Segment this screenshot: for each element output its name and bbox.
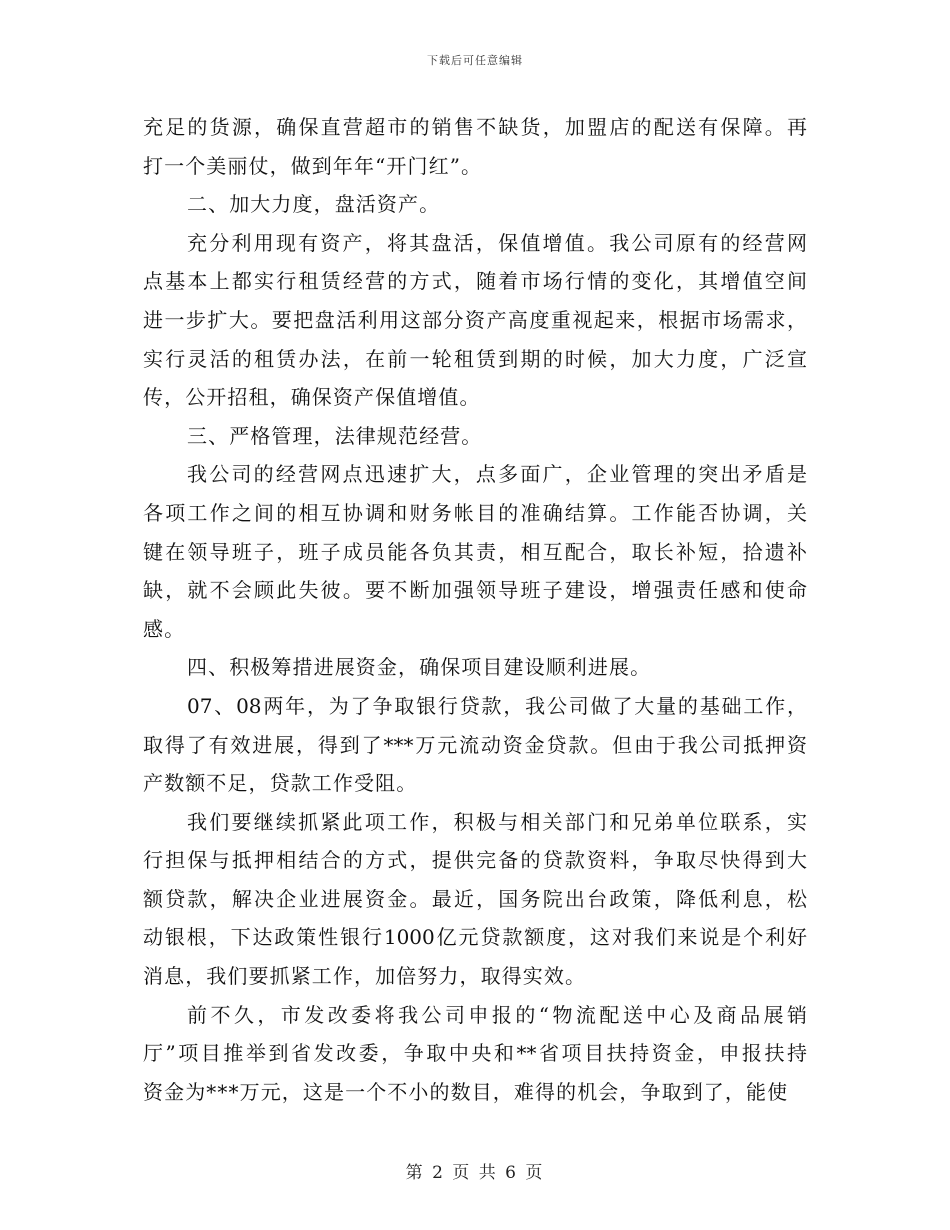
- paragraph: [143, 108, 807, 185]
- text-line: 实行灵活的租赁办法，在前一轮租赁到期的时候，加大力度，广泛宣: [143, 346, 807, 371]
- text-line: 进一步扩大。要把盘活利用这部分资产高度重视起来，根据市场需求，: [143, 307, 807, 332]
- text-line: 动银根，下达政策性银行1000亿元贷款额度，这对我们来说是个利好: [143, 925, 807, 950]
- text-line: 我们要继续抓紧此项工作，积极与相关部门和兄弟单位联系，实: [187, 809, 807, 834]
- text-line: 四、积极筹措进展资金，确保项目建设顺利进展。: [187, 655, 652, 680]
- text-line: 取得了有效进展，得到了***万元流动资金贷款。但由于我公司抵押资: [143, 732, 807, 757]
- text-line: 充分利用现有资产，将其盘活，保值增值。我公司原有的经营网: [187, 230, 807, 255]
- text-line: 二、加大力度，盘活资产。: [187, 192, 441, 217]
- text-line: 点基本上都实行租赁经营的方式，随着市场行情的变化，其增值空间: [143, 269, 807, 294]
- paragraph: [143, 224, 807, 417]
- text-line: 感。: [143, 616, 186, 641]
- text-line: 传，公开招租，确保资产保值增值。: [143, 385, 481, 410]
- paragraph: [143, 417, 807, 456]
- text-line: 产数额不足，贷款工作受阻。: [143, 771, 418, 796]
- text-line: 我公司的经营网点迅速扩大，点多面广，企业管理的突出矛盾是: [187, 462, 807, 487]
- text-line: 打一个美丽仗，做到年年“开门红”。: [143, 153, 483, 178]
- text-line: 键在领导班子，班子成员能各负其责，相互配合，取长补短，拾遗补: [143, 539, 807, 564]
- paragraph: [143, 185, 807, 224]
- document-body: [143, 108, 807, 1111]
- text-line: 行担保与抵押相结合的方式，提供完备的贷款资料，争取尽快得到大: [143, 848, 807, 873]
- text-line: 消息，我们要抓紧工作，加倍努力，取得实效。: [143, 964, 587, 989]
- text-line: 07、08两年，为了争取银行贷款，我公司做了大量的基础工作，: [187, 693, 807, 718]
- paragraph: [143, 803, 807, 996]
- text-line: 缺，就不会顾此失彼。要不断加强领导班子建设，增强责任感和使命: [143, 578, 807, 603]
- paragraph: [143, 455, 807, 648]
- text-line: 厅”项目推举到省发改委，争取中央和**省项目扶持资金，申报扶持: [143, 1041, 807, 1066]
- paragraph: [143, 648, 807, 687]
- page-number: 第 2 页 共 6 页: [405, 1163, 545, 1183]
- text-line: 三、严格管理，法律规范经营。: [187, 423, 483, 448]
- paragraph: [143, 996, 807, 1112]
- paragraph: [143, 687, 807, 803]
- text-line: 各项工作之间的相互协调和财务帐目的准确结算。工作能否协调，关: [143, 500, 807, 525]
- text-line: 前不久，市发改委将我公司申报的“物流配送中心及商品展销: [187, 1002, 807, 1027]
- text-line: 充足的货源，确保直营超市的销售不缺货，加盟店的配送有保障。再: [143, 115, 807, 139]
- text-line: 资金为***万元，这是一个不小的数目，难得的机会，争取到了，能使: [143, 1079, 789, 1104]
- header-note: 下载后可任意编辑: [427, 54, 523, 67]
- text-line: 额贷款，解决企业进展资金。最近，国务院出台政策，降低利息，松: [143, 886, 807, 911]
